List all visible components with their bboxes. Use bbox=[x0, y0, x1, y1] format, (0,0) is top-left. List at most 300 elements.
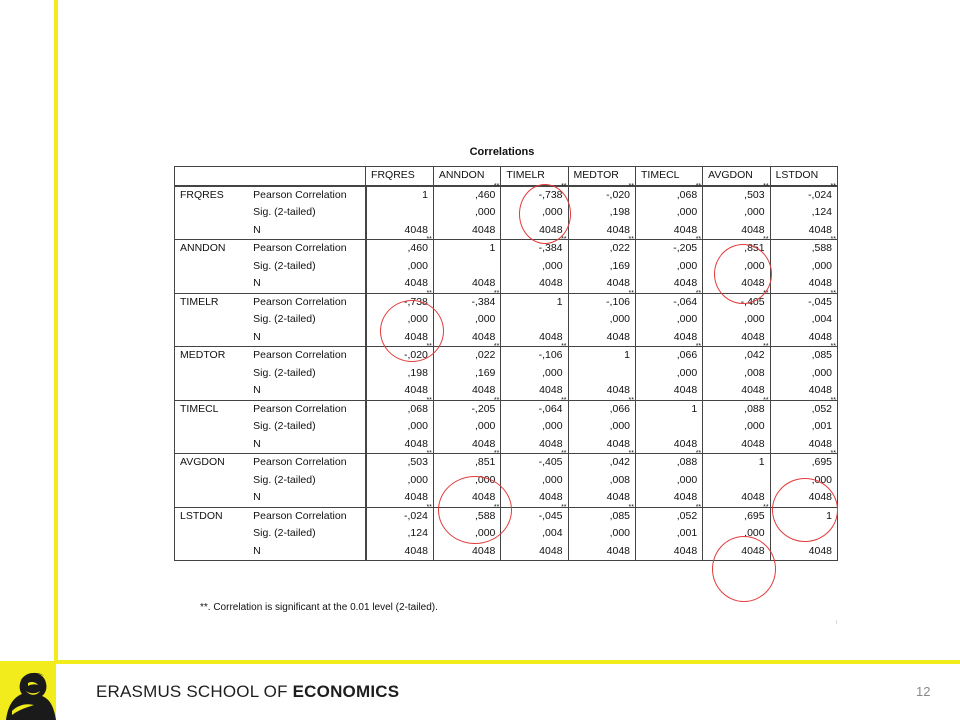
column-header: FRQRES bbox=[366, 167, 434, 186]
table-cell bbox=[501, 258, 568, 276]
significance-marker: ** bbox=[763, 236, 769, 243]
table-cell bbox=[770, 222, 837, 240]
statistic-label: Sig. (2-tailed) bbox=[248, 365, 365, 383]
table-cell bbox=[568, 450, 635, 472]
significance-marker: ** bbox=[561, 503, 567, 511]
table-title: Correlations bbox=[469, 146, 535, 158]
cell-value: ,000 bbox=[744, 527, 765, 539]
cell-value: 4048 bbox=[539, 384, 563, 396]
table-cell bbox=[568, 489, 635, 507]
cell-value: -,020 bbox=[403, 349, 428, 361]
statistic-label: N bbox=[248, 275, 365, 293]
significance-marker: ** bbox=[628, 182, 634, 190]
variable-label bbox=[175, 543, 249, 561]
cell-value: ,000 bbox=[407, 420, 428, 432]
cell-value: 4048 bbox=[808, 544, 832, 557]
variable-label bbox=[175, 204, 249, 222]
significance-marker: ** bbox=[493, 289, 500, 297]
table-cell bbox=[433, 382, 500, 400]
significance-marker: ** bbox=[426, 289, 432, 297]
table-cell bbox=[568, 329, 635, 347]
cell-value: -,405 bbox=[538, 456, 563, 468]
table-cell bbox=[433, 289, 500, 311]
significance-marker: ** bbox=[763, 182, 769, 190]
table-row bbox=[175, 400, 838, 418]
cell-value: ,503 bbox=[744, 188, 765, 201]
cell-value: 4048 bbox=[539, 330, 563, 343]
cell-value: 4048 bbox=[404, 223, 428, 236]
cell-value: 4048 bbox=[539, 223, 563, 236]
table-cell bbox=[433, 240, 500, 258]
cell-value: ,000 bbox=[676, 206, 698, 218]
table-cell bbox=[703, 204, 770, 222]
variable-label: TIMELR bbox=[175, 293, 249, 311]
cell-value: 4048 bbox=[606, 544, 630, 557]
cell-value: ,000 bbox=[474, 206, 496, 218]
table-cell bbox=[636, 275, 703, 293]
variable-label bbox=[175, 258, 249, 276]
cell-value: 4048 bbox=[741, 277, 765, 289]
cell-value: 4048 bbox=[472, 544, 496, 557]
highlight-circle bbox=[714, 244, 772, 304]
table-cell bbox=[568, 222, 635, 240]
university-logo bbox=[0, 661, 56, 720]
table-cell bbox=[636, 436, 703, 454]
significance-marker: ** bbox=[628, 396, 634, 404]
cell-value: ,068 bbox=[676, 188, 698, 201]
cell-value: 4048 bbox=[539, 437, 563, 450]
cell-value: ,000 bbox=[474, 527, 496, 539]
significance-marker: ** bbox=[561, 343, 567, 350]
table-cell bbox=[568, 236, 635, 258]
significance-marker: ** bbox=[561, 396, 567, 404]
table-cell bbox=[770, 436, 837, 454]
highlight-circle bbox=[519, 184, 571, 244]
cell-value: 4048 bbox=[539, 491, 563, 503]
table-row bbox=[175, 382, 838, 400]
significance-marker: ** bbox=[628, 289, 634, 297]
variable-label: MEDTOR bbox=[175, 347, 249, 365]
table-cell bbox=[501, 365, 568, 383]
cell-value: ,066 bbox=[609, 402, 630, 415]
accent-horizontal-line bbox=[54, 660, 960, 664]
brand-bold: ECONOMICS bbox=[292, 682, 400, 701]
significance-marker: ** bbox=[628, 236, 634, 243]
cell-value: ,000 bbox=[744, 420, 765, 432]
table-header-row bbox=[175, 167, 838, 186]
table-cell bbox=[770, 382, 837, 400]
significance-marker: ** bbox=[695, 503, 702, 511]
table-cell bbox=[770, 275, 837, 293]
significance-marker: ** bbox=[628, 503, 634, 511]
table-cell bbox=[568, 525, 635, 543]
table-cell bbox=[636, 236, 703, 258]
table-cell bbox=[366, 489, 434, 507]
cell-value: ,052 bbox=[676, 509, 698, 522]
cell-value: -,024 bbox=[808, 188, 832, 201]
significance-marker: ** bbox=[763, 343, 769, 350]
cell-value: -,020 bbox=[606, 188, 630, 201]
table-cell bbox=[636, 489, 703, 507]
variable-label: AVGDON bbox=[175, 454, 249, 472]
table-cell bbox=[366, 436, 434, 454]
cell-value: ,000 bbox=[744, 313, 765, 325]
table-cell bbox=[568, 204, 635, 222]
cell-value: ,000 bbox=[609, 420, 630, 432]
table-cell bbox=[366, 503, 434, 525]
table-cell bbox=[433, 450, 500, 472]
significance-marker: ** bbox=[561, 450, 567, 457]
statistic-label: N bbox=[248, 329, 365, 347]
cell-value: 4048 bbox=[808, 330, 832, 343]
cell-value: ,000 bbox=[474, 420, 496, 432]
statistic-label: Sig. (2-tailed) bbox=[248, 204, 365, 222]
table-cell bbox=[501, 382, 568, 400]
significance-marker: ** bbox=[763, 289, 769, 297]
variable-label bbox=[175, 275, 249, 293]
column-header: TIMELR bbox=[501, 167, 568, 186]
variable-label: ANNDON bbox=[175, 240, 249, 258]
table-cell bbox=[636, 222, 703, 240]
table-cell bbox=[366, 204, 434, 222]
table-cell bbox=[636, 472, 703, 490]
cell-value: ,042 bbox=[744, 349, 765, 361]
table-cell bbox=[501, 436, 568, 454]
cell-value: ,000 bbox=[676, 366, 698, 379]
cell-value: 4048 bbox=[606, 330, 630, 343]
table-cell bbox=[636, 503, 703, 525]
table-cell bbox=[770, 329, 837, 347]
table-row bbox=[175, 311, 838, 329]
cell-value: 1 bbox=[489, 242, 496, 254]
table-cell bbox=[568, 418, 635, 436]
table-cell bbox=[501, 329, 568, 347]
cell-value: 4048 bbox=[741, 384, 765, 396]
table-cell bbox=[703, 311, 770, 329]
table-row bbox=[175, 436, 838, 454]
table-cell bbox=[770, 450, 837, 472]
cell-value: 4048 bbox=[539, 544, 563, 557]
significance-marker: ** bbox=[426, 236, 432, 243]
table-cell bbox=[703, 503, 770, 525]
table-cell bbox=[770, 396, 837, 418]
table-cell bbox=[433, 436, 500, 454]
cell-value: ,000 bbox=[811, 473, 832, 486]
cell-value: 4048 bbox=[404, 330, 428, 343]
cell-value: 4048 bbox=[472, 437, 496, 450]
table-cell bbox=[703, 343, 770, 365]
significance-marker: ** bbox=[830, 396, 836, 404]
table-cell bbox=[568, 382, 635, 400]
table-cell bbox=[770, 182, 837, 205]
table-cell bbox=[636, 204, 703, 222]
cell-value: ,851 bbox=[474, 456, 496, 468]
table-cell bbox=[501, 450, 568, 472]
table-cell bbox=[433, 258, 500, 276]
column-header: MEDTOR bbox=[568, 167, 635, 186]
cell-value: ,085 bbox=[609, 509, 630, 522]
variable-label: FRQRES bbox=[175, 186, 249, 205]
table-row bbox=[175, 204, 838, 222]
cell-value: 4048 bbox=[606, 437, 630, 450]
variable-label: LSTDON bbox=[175, 507, 249, 525]
table-row bbox=[175, 329, 838, 347]
table-cell bbox=[770, 365, 837, 383]
table-row bbox=[175, 418, 838, 436]
table-cell bbox=[433, 418, 500, 436]
statistic-label: Pearson Correlation bbox=[248, 347, 365, 365]
significance-marker: ** bbox=[695, 236, 702, 243]
table-cell bbox=[501, 311, 568, 329]
table-cell bbox=[501, 396, 568, 418]
footer-brand bbox=[96, 682, 399, 702]
cell-value: 4048 bbox=[404, 437, 428, 450]
table-cell bbox=[636, 258, 703, 276]
significance-marker: ** bbox=[763, 396, 769, 404]
cell-value: ,124 bbox=[407, 527, 428, 539]
table-cell bbox=[703, 329, 770, 347]
significance-marker: ** bbox=[561, 182, 567, 190]
table-cell bbox=[636, 450, 703, 472]
table-cell bbox=[703, 472, 770, 490]
cell-value: 4048 bbox=[472, 330, 496, 343]
cell-value: ,000 bbox=[407, 313, 428, 325]
cell-value: ,088 bbox=[744, 402, 765, 415]
statistic-label: Sig. (2-tailed) bbox=[248, 472, 365, 490]
table-cell bbox=[366, 396, 434, 418]
column-header: AVGDON bbox=[703, 167, 770, 186]
table-cell bbox=[636, 182, 703, 205]
statistic-label: Pearson Correlation bbox=[248, 507, 365, 525]
variable-label bbox=[175, 472, 249, 490]
cell-value: ,000 bbox=[811, 366, 832, 379]
cell-value: -,064 bbox=[538, 402, 563, 415]
table-cell bbox=[568, 472, 635, 490]
table-cell bbox=[568, 365, 635, 383]
table-cell bbox=[703, 222, 770, 240]
cell-value: 4048 bbox=[673, 437, 698, 450]
cell-value: ,001 bbox=[676, 527, 698, 539]
table-cell bbox=[770, 258, 837, 276]
statistic-label: Pearson Correlation bbox=[248, 186, 365, 205]
statistic-label: Pearson Correlation bbox=[248, 454, 365, 472]
cell-value: 4048 bbox=[539, 277, 563, 289]
cell-value: 4048 bbox=[404, 491, 428, 503]
cell-value: ,052 bbox=[811, 402, 832, 415]
cell-value: 4048 bbox=[606, 384, 630, 396]
highlight-circle bbox=[712, 536, 776, 602]
significance-marker: ** bbox=[493, 450, 500, 457]
cell-value: 4048 bbox=[673, 277, 698, 289]
cell-value: ,169 bbox=[609, 259, 630, 272]
table-cell bbox=[568, 311, 635, 329]
accent-vertical-line bbox=[54, 0, 58, 663]
table-cell bbox=[568, 289, 635, 311]
column-header: LSTDON bbox=[770, 167, 837, 186]
table-cell bbox=[366, 472, 434, 490]
variable-label bbox=[175, 525, 249, 543]
cell-value: -,384 bbox=[538, 242, 563, 254]
cell-value: 1 bbox=[624, 349, 630, 361]
significance-marker: ** bbox=[561, 236, 567, 243]
cell-value: 4048 bbox=[673, 330, 698, 343]
cell-value: -,045 bbox=[808, 295, 832, 308]
table-cell bbox=[636, 543, 703, 561]
cell-value: ,503 bbox=[407, 456, 428, 468]
table-cell bbox=[366, 275, 434, 293]
table-cell bbox=[568, 436, 635, 454]
cell-value: ,042 bbox=[609, 456, 630, 468]
table-cell bbox=[703, 365, 770, 383]
cell-value: -,024 bbox=[403, 509, 428, 522]
cell-value: 4048 bbox=[808, 384, 832, 396]
table-cell bbox=[703, 436, 770, 454]
significance-marker: ** bbox=[493, 182, 500, 190]
significance-marker: ** bbox=[830, 236, 836, 243]
cell-value: 4048 bbox=[808, 277, 832, 289]
significance-marker: ** bbox=[763, 503, 769, 511]
significance-marker: ** bbox=[426, 343, 432, 350]
cell-value: ,000 bbox=[744, 259, 765, 272]
table-cell bbox=[636, 382, 703, 400]
brand-prefix: ERASMUS SCHOOL OF bbox=[96, 682, 293, 701]
table-cell bbox=[568, 275, 635, 293]
statistic-label: Pearson Correlation bbox=[248, 293, 365, 311]
cell-value: ,198 bbox=[609, 206, 630, 218]
cell-value: 4048 bbox=[606, 223, 630, 236]
table-cell bbox=[501, 525, 568, 543]
significance-marker: ** bbox=[426, 503, 432, 511]
table-cell bbox=[568, 258, 635, 276]
cell-value: ,000 bbox=[609, 527, 630, 539]
cell-value: ,000 bbox=[744, 206, 765, 218]
table-cell bbox=[770, 543, 837, 561]
significance-marker: ** bbox=[493, 396, 500, 404]
table-cell bbox=[636, 289, 703, 311]
page-number: 12 bbox=[916, 684, 931, 699]
erasmus-portrait-icon bbox=[0, 661, 56, 720]
cell-value: ,460 bbox=[474, 188, 496, 201]
table-cell bbox=[501, 293, 568, 311]
table-cell bbox=[568, 503, 635, 525]
cell-value: 4048 bbox=[741, 544, 765, 557]
statistic-label: Sig. (2-tailed) bbox=[248, 311, 365, 329]
cell-value: ,022 bbox=[474, 349, 496, 361]
table-cell bbox=[366, 525, 434, 543]
cell-value: 4048 bbox=[673, 223, 698, 236]
variable-label: TIMECL bbox=[175, 400, 249, 418]
cell-value: ,000 bbox=[676, 313, 698, 325]
cell-value: 4048 bbox=[606, 491, 630, 503]
table-cell bbox=[501, 275, 568, 293]
cell-value: -,205 bbox=[471, 402, 496, 415]
table-cell bbox=[366, 365, 434, 383]
table-cell bbox=[501, 418, 568, 436]
cell-value: ,022 bbox=[609, 242, 630, 254]
cell-value: 1 bbox=[422, 188, 428, 201]
significance-marker: ** bbox=[695, 289, 702, 297]
table-cell bbox=[433, 543, 500, 561]
table-cell bbox=[433, 343, 500, 365]
highlight-circle bbox=[772, 478, 838, 542]
table-cell bbox=[501, 343, 568, 365]
cell-value: -,738 bbox=[403, 295, 428, 308]
header-corner bbox=[175, 167, 366, 186]
table-cell bbox=[703, 382, 770, 400]
table-row bbox=[175, 347, 838, 365]
table-cell bbox=[366, 222, 434, 240]
cell-value: 4048 bbox=[808, 437, 832, 450]
statistic-label: Sig. (2-tailed) bbox=[248, 418, 365, 436]
cell-value: 4048 bbox=[673, 384, 698, 396]
significance-marker: ** bbox=[493, 343, 500, 350]
cell-value: ,004 bbox=[542, 527, 563, 539]
cell-value: -,045 bbox=[538, 509, 563, 522]
statistic-label: N bbox=[248, 382, 365, 400]
cell-value: ,198 bbox=[407, 366, 428, 379]
cell-value: ,008 bbox=[609, 473, 630, 486]
table-cell bbox=[366, 543, 434, 561]
significance-marker: ** bbox=[830, 343, 836, 350]
cell-value: ,851 bbox=[744, 242, 765, 254]
cell-value: ,000 bbox=[474, 473, 496, 486]
table-cell bbox=[636, 525, 703, 543]
cell-value: -,205 bbox=[673, 242, 698, 254]
highlight-circle bbox=[380, 300, 444, 362]
table-cell bbox=[703, 454, 770, 472]
table-cell bbox=[636, 329, 703, 347]
table-cell bbox=[703, 396, 770, 418]
table-cell bbox=[433, 204, 500, 222]
table-cell bbox=[636, 311, 703, 329]
table-cell bbox=[366, 186, 434, 205]
correlations-figure bbox=[174, 140, 838, 620]
cell-value: 4048 bbox=[404, 544, 428, 557]
statistic-label: Sig. (2-tailed) bbox=[248, 525, 365, 543]
table-footnote: **. Correlation is significant at the 0.01 level (2-tailed). bbox=[200, 602, 438, 613]
cell-value: 4048 bbox=[808, 491, 832, 503]
cell-value: ,008 bbox=[744, 366, 765, 379]
cell-value: 4048 bbox=[472, 384, 496, 396]
table-cell bbox=[366, 382, 434, 400]
cell-value: 4048 bbox=[741, 437, 765, 450]
statistic-label: N bbox=[248, 222, 365, 240]
table-cell bbox=[770, 204, 837, 222]
cell-value: ,000 bbox=[542, 259, 563, 272]
cell-value: 4048 bbox=[404, 277, 428, 289]
cell-value: 1 bbox=[556, 295, 563, 308]
table-cell bbox=[770, 289, 837, 311]
table-row bbox=[175, 365, 838, 383]
significance-marker: ** bbox=[830, 450, 836, 457]
table-cell bbox=[636, 365, 703, 383]
cell-value: 4048 bbox=[472, 223, 496, 236]
cell-value: ,000 bbox=[609, 313, 630, 325]
cell-value: -,106 bbox=[606, 295, 630, 308]
cell-value: -,106 bbox=[538, 349, 563, 361]
column-header: ANNDON bbox=[433, 167, 500, 186]
table-cell bbox=[366, 450, 434, 472]
table-row bbox=[175, 222, 838, 240]
cell-value: 4048 bbox=[472, 491, 496, 503]
variable-label bbox=[175, 329, 249, 347]
table-cell bbox=[636, 400, 703, 418]
cell-value: ,000 bbox=[542, 420, 563, 432]
column-header: TIMECL bbox=[636, 167, 703, 186]
table-cell bbox=[770, 418, 837, 436]
statistic-label: Pearson Correlation bbox=[248, 240, 365, 258]
cell-value: ,000 bbox=[676, 259, 698, 272]
